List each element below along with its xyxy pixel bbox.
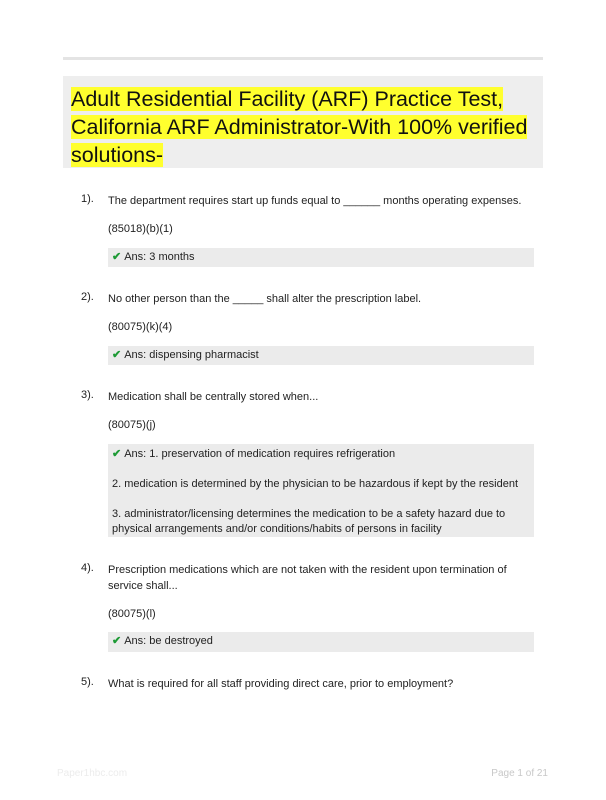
question-text: What is required for all staff providing direct care, prior to employment? bbox=[108, 678, 454, 690]
page-number: Page 1 of 21 bbox=[491, 768, 548, 779]
answer-box: ✔ Ans: dispensing pharmacist bbox=[108, 346, 534, 365]
question-text: The department requires start up funds equal to ______ months operating expenses. bbox=[108, 195, 522, 207]
question-reference: (80075)(l) bbox=[108, 608, 156, 620]
title-banner bbox=[63, 76, 543, 168]
question-number: 1). bbox=[81, 193, 94, 205]
top-divider bbox=[63, 57, 543, 60]
question-number: 2). bbox=[81, 291, 94, 303]
answer-box: ✔ Ans: 1. preservation of medication requires refrigeration 2. medication is determined by the physician to be hazardous if kept by the resident 3. administrator/licensing determines the medication to be a safety hazard due to physical arrangements and/or conditions/habits of persons in facility bbox=[108, 444, 534, 537]
check-icon: ✔ bbox=[112, 635, 122, 647]
check-icon: ✔ bbox=[112, 448, 122, 460]
answer-box: ✔ Ans: be destroyed bbox=[108, 632, 534, 652]
check-icon: ✔ bbox=[112, 349, 122, 361]
question-reference: (80075)(j) bbox=[108, 419, 156, 431]
question-number: 4). bbox=[81, 562, 94, 574]
answer-box: ✔ Ans: 3 months bbox=[108, 248, 534, 267]
question-reference: (80075)(k)(4) bbox=[108, 321, 173, 333]
footer-watermark: Paper1hbc.com bbox=[57, 768, 128, 779]
question-text: Prescription medications which are not taken with the resident upon termination of service shall... bbox=[108, 564, 507, 592]
document-title: Adult Residential Facility (ARF) Practice Test, California ARF Administrator-With 100% verified solutions- bbox=[71, 87, 528, 167]
question-number: 3). bbox=[81, 389, 94, 401]
question-reference: (85018)(b)(1) bbox=[108, 223, 173, 235]
question-text: No other person than the _____ shall alter the prescription label. bbox=[108, 293, 422, 305]
question-number: 5). bbox=[81, 676, 94, 688]
question-text: Medication shall be centrally stored when... bbox=[108, 391, 319, 403]
check-icon: ✔ bbox=[112, 251, 122, 263]
